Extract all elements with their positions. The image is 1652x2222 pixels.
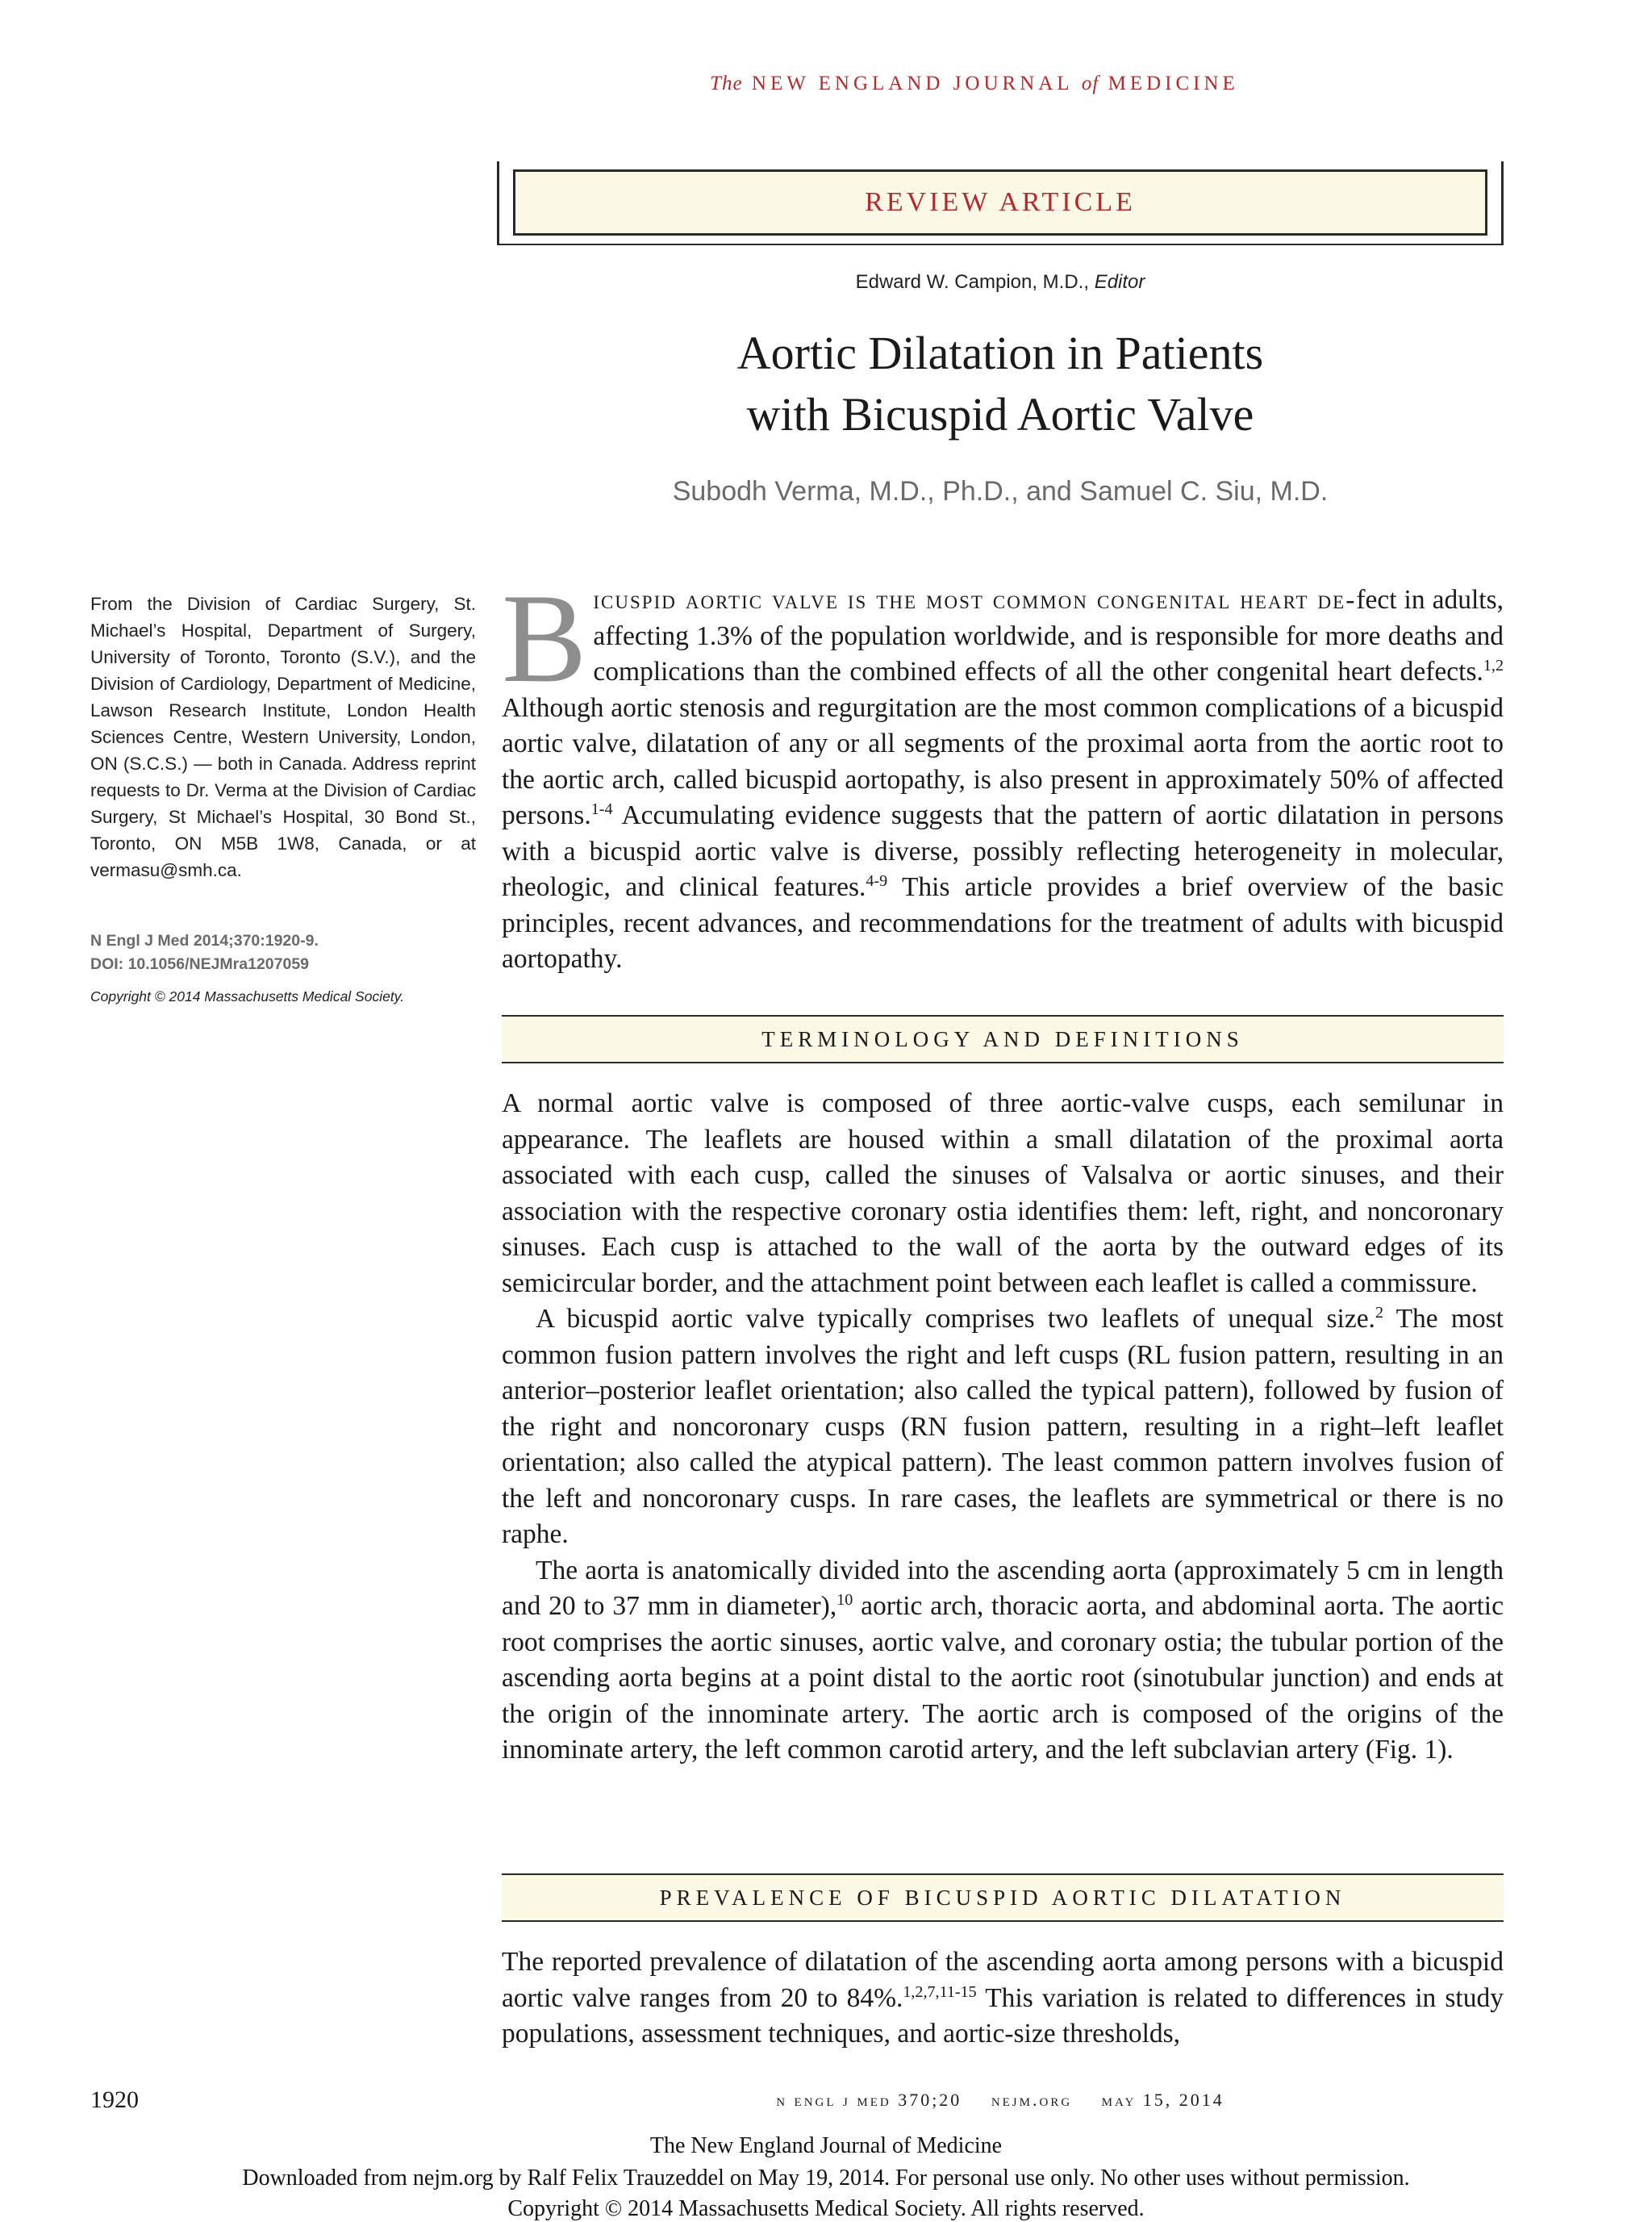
- section-body-prevalence: [502, 1944, 1504, 2053]
- article-title: [497, 323, 1504, 445]
- reference-marker: 1,2: [1483, 656, 1504, 675]
- drop-cap: B: [502, 568, 587, 709]
- reference-marker: 2: [1375, 1303, 1383, 1322]
- journal-citation: N Engl J Med 2014;370:1920-9.: [90, 932, 319, 950]
- reference-marker: 10: [836, 1590, 853, 1609]
- journal-name-part1: NEW ENGLAND JOURNAL: [751, 73, 1073, 94]
- author-affiliations: From the Division of Cardiac Surgery, St. Michael’s Hospital, Department of Surgery, University of Toronto, Toronto (S.V.), and the Division of Cardiology, Department of Medicine, Lawson Research Institute, London Health Sciences Centre, Western University, London, ON (S.C.S.) — both in Canada. Address reprint requests to Dr. Verma at the Division of Cardiac Surgery, St Michael’s Hospital, 30 Bond St., Toronto, ON M5B 1W8, Canada, or at vermasu@smh.ca.: [90, 594, 476, 880]
- intro-text-3: Accumulating evidence suggests that the pattern of aortic dilatation in persons with a bicuspid aortic valve is diverse, possibly reflecting heterogeneity in molecular, rheologic, and clinical features.: [502, 800, 1504, 902]
- editor-line: [497, 271, 1504, 294]
- paragraph: A normal aortic valve is composed of three aortic-valve cusps, each semilunar in appearance. The leaflets are housed within a small dilatation of the proximal aorta associated with each cusp, called the sinuses of Valsalva or aortic sinuses, and their association with the respective coronary ostia identifies them: left, right, and noncoronary sinuses. Each cusp is attached to the wall of the aorta by the outward edges of its semicircular border, and the attachment point between each leaflet is called a commissure.: [502, 1088, 1504, 1298]
- journal-prefix: The: [710, 73, 743, 94]
- section-heading-terminology: [502, 1015, 1504, 1063]
- footer-journal-abbrev: n engl j med 370;20: [776, 2090, 962, 2110]
- download-notice: Downloaded from nejm.org by Ralf Felix Trauzeddel on May 19, 2014. For personal use only. No other uses without permission.: [242, 2166, 1410, 2191]
- article-type-banner: [513, 169, 1487, 236]
- section-heading-prevalence: [502, 1873, 1504, 1922]
- footer-date: may 15, 2014: [1101, 2090, 1224, 2110]
- page-number: 1920: [90, 2086, 139, 2113]
- reference-marker: 1-4: [590, 800, 613, 818]
- intro-text-2: Although aortic stenosis and regurgitation are the most common complications of a bicuspid aortic valve, dilatation of any or all segments of the proximal aorta from the aortic root to the aortic arch, called bicuspid aortopathy, is also present in approximately 50% of affected persons.: [502, 692, 1504, 830]
- journal-name-part2: MEDICINE: [1108, 73, 1239, 94]
- intro-text-4: This article provides a brief overview of the basic principles, recent advances, and recommendations for the treatment of adults with bicuspid aortopathy.: [502, 872, 1504, 974]
- section-heading-text: PREVALENCE OF BICUSPID AORTIC DILATATION: [659, 1885, 1346, 1910]
- download-copyright: Copyright © 2014 Massachusetts Medical Society. All rights reserved.: [507, 2196, 1145, 2221]
- download-notice-journal: The New England Journal of Medicine: [649, 2133, 1003, 2158]
- editor-name: Edward W. Campion, M.D.,: [855, 271, 1090, 293]
- footer-site[interactable]: nejm.org: [991, 2090, 1073, 2110]
- paragraph: The reported prevalence of dilatation of the ascending aorta among persons with a bicuspid aortic valve ranges from 20 to 84%.$^{1,2,7,11-15}$ This variation is related to differences in study populations, assessment techniques, and aortic-size thresholds,: [502, 1947, 1504, 2049]
- intro-paragraph: [502, 568, 1504, 978]
- title-line-2: with Bicuspid Aortic Valve: [746, 388, 1254, 441]
- reference-marker: 4-9: [866, 871, 888, 890]
- article-type-label: REVIEW ARTICLE: [865, 187, 1136, 217]
- reference-marker: 1,2,7,11-15: [903, 1982, 977, 2001]
- copyright-note: Copyright © 2014 Massachusetts Medical Society.: [90, 988, 404, 1004]
- section-heading-text: TERMINOLOGY AND DEFINITIONS: [761, 1026, 1244, 1051]
- citation-block: [90, 929, 476, 976]
- paragraph: A bicuspid aortic valve typically comprises two leaflets of unequal size.$^2$ The most common fusion pattern involves the right and left cusps (RL fusion pattern, resulting in an anterior–posterior leaflet orientation; also called the typical pattern), followed by fusion of the right and noncoronary cusps (RN fusion pattern, resulting in a right–left leaflet orientation; also called the atypical pattern). The least common pattern involves fusion of the left and noncoronary cusps. In rare cases, the leaflets are symmetrical or there is no raphe.: [502, 1303, 1504, 1549]
- editor-role: Editor: [1094, 271, 1145, 293]
- paragraph: The aorta is anatomically divided into the ascending aorta (approximately 5 cm in length and 20 to 37 mm in diameter),$^{10}$ aortic arch, thoracic aorta, and abdominal aorta. The aortic root comprises the aortic sinuses, aortic valve, and coronary ostia; the tubular portion of the ascending aorta begins at a point distal to the aortic root (sinotubular junction) and ends at the origin of the innominate artery. The aortic arch is composed of the origins of the innominate artery, the left common carotid artery, and the left subclavian artery (Fig. 1).: [502, 1555, 1504, 1765]
- doi[interactable]: DOI: 10.1056/NEJMra1207059: [90, 955, 310, 973]
- title-line-1: Aortic Dilatation in Patients: [736, 327, 1264, 379]
- journal-of: of: [1081, 73, 1099, 94]
- footer-journal-info: [497, 2090, 1504, 2111]
- intro-text-1: fect in adults, affecting 1.3% of the population worldwide, and is responsible for more deaths and complications than the combined effects of all the other congenital heart defects.: [593, 585, 1504, 687]
- running-header: [490, 73, 1458, 95]
- section-body-terminology: [502, 1086, 1504, 1769]
- intro-smallcaps: icuspid aortic valve is the most common congenital heart de-: [593, 585, 1357, 615]
- author-list: Subodh Verma, M.D., Ph.D., and Samuel C. Siu, M.D.: [672, 476, 1329, 507]
